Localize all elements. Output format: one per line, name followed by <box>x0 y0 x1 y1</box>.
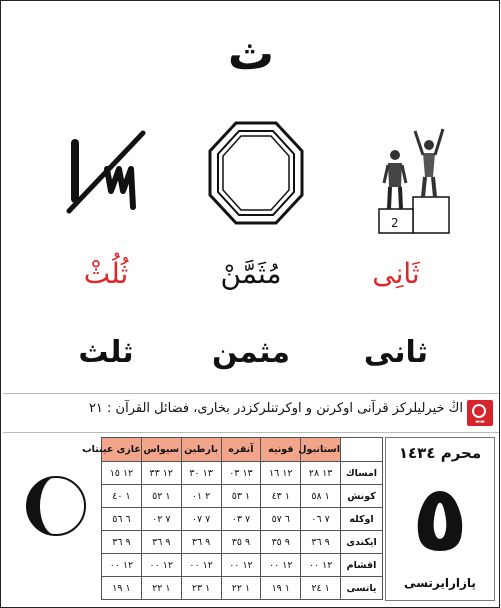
prayer-time-cell: ٦ ٥٧ <box>261 508 301 531</box>
prayer-time-cell: ٩ ٣٥ <box>261 531 301 554</box>
table-corner <box>341 438 383 462</box>
prayer-name: ياتسى <box>341 577 383 600</box>
prayer-name: كونش <box>341 485 383 508</box>
city-header: غازى عينتاب <box>102 438 142 462</box>
prayer-time-cell: ٢ ٠١ <box>181 485 221 508</box>
prayer-time-cell: ٧ ٠٧ <box>181 508 221 531</box>
prayer-time-cell: ١٢ ٠٠ <box>102 554 142 577</box>
prayer-time-cell: ١ ١٩ <box>102 577 142 600</box>
city-header: سيواس <box>141 438 181 462</box>
hadith-strip <box>3 393 499 433</box>
fraction-one-third-icon <box>51 121 161 221</box>
prayer-time-cell: ٩ ٣٦ <box>301 531 341 554</box>
prayer-time-cell: ٩ ٣٦ <box>102 531 142 554</box>
prayer-time-cell: ١٢ ٠٠ <box>221 554 261 577</box>
table-row <box>102 577 383 600</box>
prayer-time-cell: ١٢ ٠٠ <box>141 554 181 577</box>
city-header: آنقره <box>221 438 261 462</box>
prayer-time-cell: ١٣ ٣٠ <box>181 462 221 485</box>
hijri-date: محرم ١٤٣٤ <box>398 444 482 462</box>
hadith-text: اڭ خيرليلركز قرآنى اوكرنن و اوكرتنلركزدر بخارى، فضائل القرآن : ٢١ <box>88 401 463 416</box>
prayer-time-cell: ١ ٤٣ <box>261 485 301 508</box>
podium-second-place-icon <box>373 117 453 235</box>
table-row <box>102 485 383 508</box>
prayer-time-cell: ٧ ٠٢ <box>141 508 181 531</box>
table-header-row <box>102 438 383 462</box>
prayer-time-cell: ٧ ٠٣ <box>221 508 261 531</box>
plain-word-thani: ثانی <box>363 335 429 370</box>
prayer-time-cell: ١ ٥٣ <box>221 485 261 508</box>
prayer-time-cell: ١٢ ٣٣ <box>141 462 181 485</box>
prayer-name: اوكله <box>341 508 383 531</box>
prayer-time-cell: ١٢ ٠٠ <box>181 554 221 577</box>
prayer-time-cell: ١ ٢٢ <box>141 577 181 600</box>
prayer-name: اقشام <box>341 554 383 577</box>
prayer-time-cell: ١٣ ٠٣ <box>221 462 261 485</box>
prayer-time-cell: ١ ٢٢ <box>221 577 261 600</box>
weekday-label: پازارايرتسى <box>404 576 476 590</box>
city-header: بارطين <box>181 438 221 462</box>
prayer-time-cell: ١ ٥٢ <box>141 485 181 508</box>
plain-word-muthamman: مثمن <box>212 335 290 370</box>
table-row <box>102 462 383 485</box>
date-box <box>385 437 495 601</box>
prayer-time-cell: ١٢ ٠٠ <box>261 554 301 577</box>
prayer-name: ايكندى <box>341 531 383 554</box>
arabic-letter: ث <box>227 26 275 80</box>
city-header: استانبول <box>301 438 341 462</box>
day-number: ٥ <box>411 465 469 572</box>
vowelized-word-thani: ثَانِی <box>372 257 420 290</box>
table-row <box>102 554 383 577</box>
prayer-times-table <box>82 437 383 600</box>
prayer-time-cell: ٩ ٣٦ <box>181 531 221 554</box>
prayer-time-cell: ١ ٥٨ <box>301 485 341 508</box>
table-row <box>102 508 383 531</box>
prayer-time-cell: ٧ ٠٦ <box>301 508 341 531</box>
vowelized-word-thuluth: ثُلُثْ <box>83 257 129 290</box>
prayer-time-cell: ٩ ٣٦ <box>141 531 181 554</box>
prayer-time-cell: ١٢ ١٦ <box>261 462 301 485</box>
prayer-name: امساك <box>341 462 383 485</box>
plain-word-thuluth: ثلث <box>78 335 134 370</box>
prayer-time-cell: ٩ ٣٥ <box>221 531 261 554</box>
prayer-time-cell: ١ ٢٣ <box>181 577 221 600</box>
city-header: قونيه <box>261 438 301 462</box>
prayer-time-cell: ١٢ ٠٠ <box>301 554 341 577</box>
prayer-time-cell: ١ ٢٤ <box>301 577 341 600</box>
prayer-time-cell: ١٢ ١٥ <box>102 462 142 485</box>
octagon-icon <box>206 119 306 227</box>
table-row <box>102 531 383 554</box>
publisher-logo-icon: ▬▬ <box>467 400 493 426</box>
prayer-time-cell: ٦ ٥٦ <box>102 508 142 531</box>
prayer-time-cell: ١٣ ٢٨ <box>301 462 341 485</box>
vowelized-word-muthamman: مُثَمَّنْ <box>220 257 282 290</box>
prayer-time-cell: ١ ١٩ <box>261 577 301 600</box>
crescent-moon-icon <box>25 475 87 537</box>
podium-number: 2 <box>391 216 399 230</box>
prayer-time-cell: ١ ٤٠ <box>102 485 142 508</box>
